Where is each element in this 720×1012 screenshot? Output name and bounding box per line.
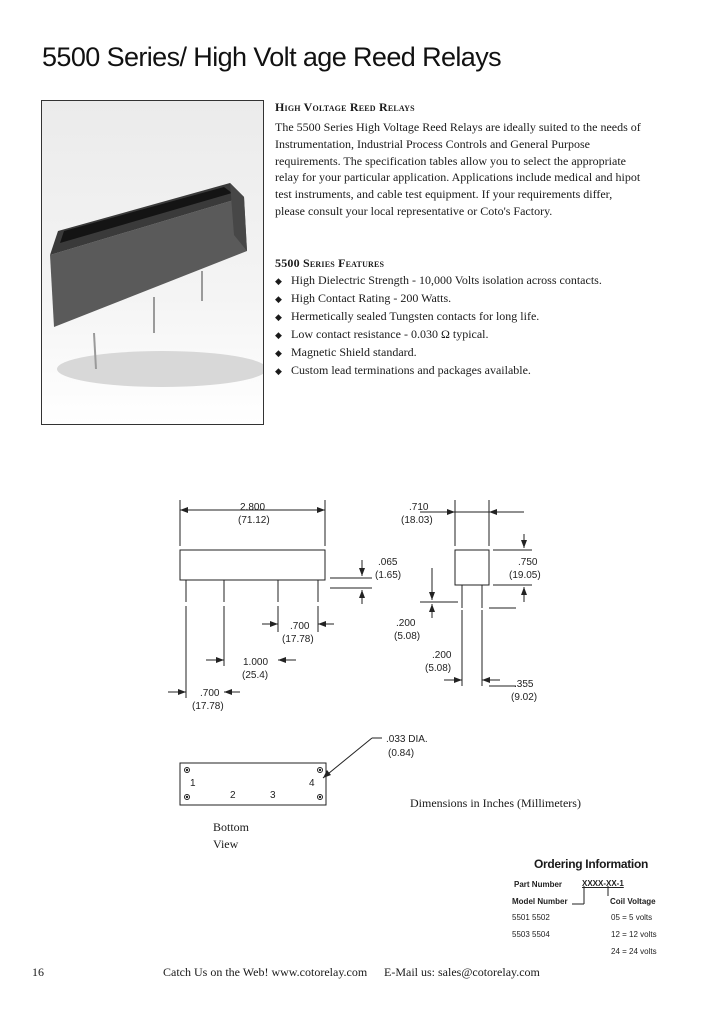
dimension-drawing: [0, 490, 720, 820]
relay-photo-illustration: [42, 101, 263, 424]
dim-row-spacing-in: .200: [432, 650, 452, 661]
dim-standoff-in: .065: [378, 557, 398, 568]
list-item: ◆ Hermetically sealed Tungsten contacts for long life.: [275, 308, 602, 326]
dim-pin-span-in: 1.000: [243, 657, 269, 668]
dim-pin-end-in: .700: [200, 688, 220, 699]
page-number: 16: [32, 965, 44, 979]
list-item: ◆ Magnetic Shield standard.: [275, 344, 602, 362]
intro-paragraph: The 5500 Series High Voltage Reed Relays are ideally suited to the needs of Instrumentation, Industrial Process Controls and General Purpose requirements. The specification tables allow you to select the appropriate relay for your particular application. Applications include medical and hipot test instruments, and cable test equipment. If your requirements differ, please consult your local representative or Coto's Factory.: [275, 120, 641, 218]
dim-row-offset-in: .200: [396, 618, 416, 629]
coil-option: 12 = 12 volts: [611, 930, 657, 939]
page-title: 5500 Series/ High Volt age Reed Relays: [42, 42, 501, 72]
bottom-view-body: [180, 763, 326, 805]
dim-row-offset-mm: (5.08): [394, 631, 421, 642]
dim-height-in: .750: [518, 557, 538, 568]
dim-width-mm: (18.03): [401, 515, 433, 526]
pin-number-3: 3: [270, 790, 276, 801]
diamond-bullet-icon: ◆: [275, 348, 282, 358]
dim-pin-span-mm: (25.4): [242, 670, 269, 681]
diamond-bullet-icon: ◆: [275, 330, 282, 340]
list-item: ◆ High Dielectric Strength - 10,000 Volts isolation across contacts.: [275, 272, 602, 290]
ordering-bracket: [570, 884, 630, 908]
part-number-code: XXXX-XX-1: [582, 879, 624, 888]
pin-number-2: 2: [230, 790, 236, 801]
model-number-label: Model Number: [512, 897, 568, 906]
pin-number-1: 1: [190, 778, 196, 789]
coil-voltage-label: Coil Voltage: [610, 897, 656, 906]
dim-standoff-mm: (1.65): [375, 570, 402, 581]
product-photo: [41, 100, 264, 425]
diamond-bullet-icon: ◆: [275, 366, 282, 376]
footer-email-link[interactable]: E-Mail us: sales@cotorelay.com: [384, 965, 540, 979]
dim-row-spacing-mm: (5.08): [425, 663, 452, 674]
diamond-bullet-icon: ◆: [275, 294, 282, 304]
photo-shadow: [57, 351, 263, 387]
bottom-view-label: Bottom View: [213, 820, 250, 851]
diamond-bullet-icon: ◆: [275, 312, 282, 322]
models-row-1: 5501 5502: [512, 913, 550, 922]
dim-pin-spacing-mm: (17.78): [282, 634, 314, 645]
models-row-2: 5503 5504: [512, 930, 550, 939]
dim-pin-dia-in: .033 DIA.: [386, 734, 428, 745]
end-view-body: [455, 550, 489, 585]
diamond-bullet-icon: ◆: [275, 276, 282, 286]
ordering-title: Ordering Information: [534, 857, 649, 871]
dim-height-mm: (19.05): [509, 570, 541, 581]
dim-pin-dia-mm: (0.84): [388, 748, 415, 759]
footer-web-link[interactable]: Catch Us on the Web! www.cotorelay.com: [163, 965, 368, 979]
list-item: ◆ Custom lead terminations and packages available.: [275, 362, 602, 380]
dim-pin-length-mm: (9.02): [511, 692, 538, 703]
features-list: [275, 272, 602, 380]
part-number-label: Part Number: [514, 880, 563, 889]
pin-number-4: 4: [309, 778, 315, 789]
dim-length-in: 2.800: [240, 502, 266, 513]
dim-pin-end-mm: (17.78): [192, 701, 224, 712]
list-item: ◆ Low contact resistance - 0.030 Ω typical.: [275, 326, 602, 344]
dimensions-caption: Dimensions in Inches (Millimeters): [410, 796, 581, 810]
dim-width-in: .710: [409, 502, 429, 513]
side-view-body: [180, 550, 325, 580]
dim-pin-length-in: .355: [514, 679, 534, 690]
dim-length-mm: (71.12): [238, 515, 270, 526]
features-heading: 5500 Series Features: [275, 256, 385, 270]
list-item: ◆ High Contact Rating - 200 Watts.: [275, 290, 602, 308]
coil-option: 24 = 24 volts: [611, 947, 657, 956]
intro-heading: High Voltage Reed Relays: [275, 100, 415, 114]
dim-pin-spacing-in: .700: [290, 621, 310, 632]
coil-option: 05 = 5 volts: [611, 913, 653, 922]
